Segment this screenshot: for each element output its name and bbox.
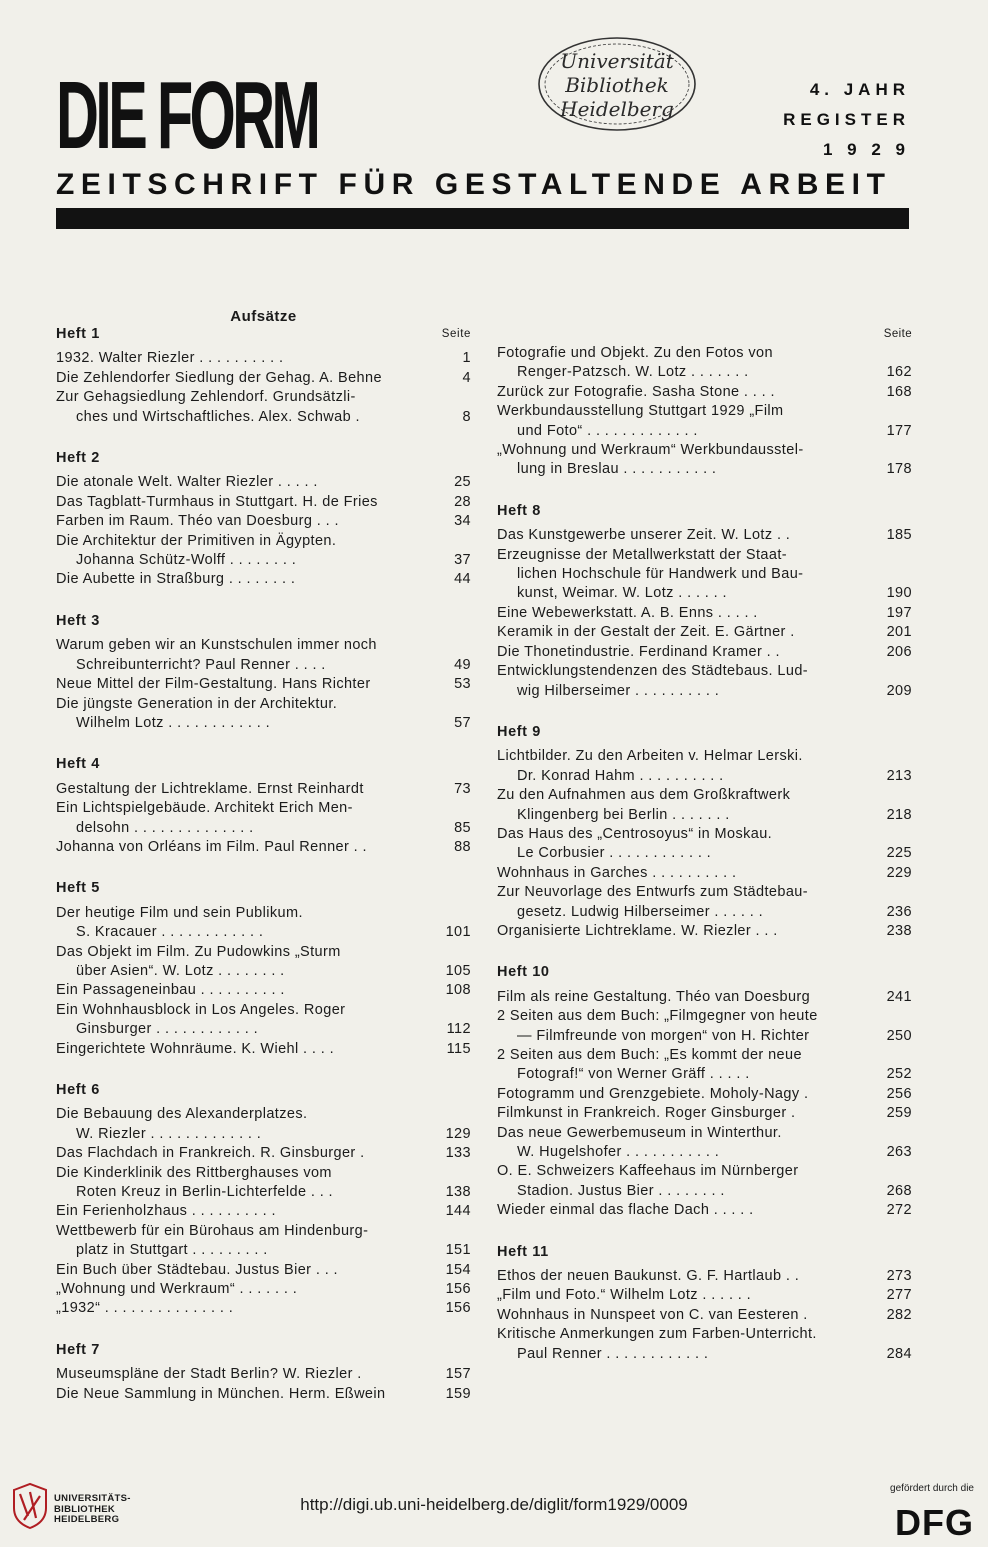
toc-entry-line: S. Kracauer . . . . . . . . . . . .: [76, 924, 264, 941]
toc-entry-line: Roten Kreuz in Berlin-Lichterfelde . . .: [76, 1184, 333, 1201]
toc-entry-title: [56, 904, 441, 943]
toc-entry-line: Ginsburger . . . . . . . . . . . .: [76, 1021, 259, 1038]
toc-entry-line: Paul Renner . . . . . . . . . . . .: [517, 1345, 709, 1362]
toc-entry-line: O. E. Schweizers Kaffeehaus im Nürnberger: [497, 1163, 799, 1180]
stamp-line2: Bibliothek: [565, 73, 669, 97]
toc-entry: [56, 1144, 471, 1163]
toc-entry-page: 53: [454, 676, 471, 693]
toc-entry-page: 129: [445, 1125, 471, 1142]
toc-entry: [56, 1280, 471, 1299]
toc-entry: [497, 1306, 912, 1325]
funding-note: gefördert durch die: [890, 1483, 974, 1494]
issue-heading: [56, 612, 471, 631]
toc-entry-line: Eine Webewerkstatt. A. B. Enns . . . . .: [497, 604, 758, 621]
toc-entry-title: [56, 1280, 441, 1299]
toc-entry: [497, 662, 912, 701]
section-title: Aufsätze: [230, 308, 297, 325]
toc-entry-line: Eingerichtete Wohnräume. K. Wiehl . . . .: [56, 1040, 335, 1057]
toc-entry: [497, 441, 912, 480]
toc-entry: [56, 1202, 471, 1221]
toc-entry-line: Kritische Anmerkungen zum Farben-Unterricht.: [497, 1326, 817, 1343]
toc-entry-page: 156: [445, 1300, 471, 1317]
toc-entry-line: Werkbundausstellung Stuttgart 1929 „Film: [497, 403, 784, 420]
toc-entry: [497, 383, 912, 402]
toc-entry-line: Die Aubette in Straßburg . . . . . . . .: [56, 571, 296, 588]
toc-entry-page: 108: [445, 982, 471, 999]
toc-entry-page: 218: [886, 806, 912, 823]
toc-entry: [56, 838, 471, 857]
toc-entry-page: 34: [454, 513, 471, 530]
toc-entry-title: [497, 604, 882, 623]
toc-entry: [497, 643, 912, 662]
toc-entry-title: [497, 1124, 882, 1163]
toc-entry-page: 177: [886, 422, 912, 439]
toc-entry-page: 250: [886, 1027, 912, 1044]
issue-heading: [497, 963, 912, 982]
issue-heading-label: Heft 10: [497, 964, 550, 981]
toc-entry-line: Lichtbilder. Zu den Arbeiten v. Helmar Lerski.: [497, 748, 803, 765]
toc-entry: [56, 493, 471, 512]
toc-entry: [56, 780, 471, 799]
page-column-label: Seite: [441, 328, 471, 340]
toc-entry-line: wig Hilberseimer . . . . . . . . . .: [517, 682, 720, 699]
issue-heading-label: Heft 1: [56, 326, 100, 342]
toc-entry: [56, 1261, 471, 1280]
toc-entry-line: Der heutige Film und sein Publikum.: [56, 904, 303, 921]
toc-entry-line: Die Thonetindustrie. Ferdinand Kramer . .: [497, 643, 780, 660]
toc-entry-line: Das neue Gewerbemuseum in Winterthur.: [497, 1124, 782, 1141]
toc-entry: [56, 532, 471, 571]
masthead: [56, 62, 477, 169]
toc-entry-page: 197: [886, 604, 912, 621]
toc-entry-line: Das Objekt im Film. Zu Pudowkins „Sturm: [56, 943, 341, 960]
toc-entry-title: [56, 695, 441, 734]
toc-entry-title: [56, 981, 441, 1000]
issue-heading-label: Heft 7: [56, 1341, 100, 1358]
library-stamp: [525, 30, 705, 138]
toc-entry-page: 85: [454, 819, 471, 836]
register-label: REGISTER: [783, 110, 910, 129]
toc-entry: [497, 623, 912, 642]
toc-entry-line: Renger-Patzsch. W. Lotz . . . . . . .: [517, 364, 749, 381]
toc-entry-line: „Wohnung und Werkraum“ Werkbundausstel-: [497, 442, 804, 459]
toc-entry-page: 185: [886, 527, 912, 544]
toc-entry-line: delsohn . . . . . . . . . . . . . .: [76, 819, 254, 836]
toc-entry-title: [497, 883, 882, 922]
toc-entry-line: Zurück zur Fotografie. Sasha Stone . . . .: [497, 383, 775, 400]
toc-entry-line: Erzeugnisse der Metallwerkstatt der Staat-: [497, 546, 787, 563]
toc-entry-title: [497, 1286, 882, 1305]
toc-entry-line: 1932. Walter Riezler . . . . . . . . . .: [56, 350, 284, 367]
toc-left-column: [56, 325, 471, 1404]
toc-entry-page: 209: [886, 682, 912, 699]
toc-entry-page: 105: [445, 962, 471, 979]
issue-heading-label: Heft 5: [56, 880, 100, 897]
toc-entry-page: 144: [445, 1203, 471, 1220]
toc-entry-title: [497, 1201, 882, 1220]
toc-entry: [56, 1040, 471, 1059]
toc-entry: [56, 570, 471, 589]
toc-entry-line: Zur Neuvorlage des Entwurfs zum Städtebau-: [497, 884, 808, 901]
toc-entry: [56, 388, 471, 427]
toc-entry-line: über Asien“. W. Lotz . . . . . . . .: [76, 962, 285, 979]
toc-entry-title: [497, 1267, 882, 1286]
toc-entry-line: Ein Passageneinbau . . . . . . . . . .: [56, 982, 285, 999]
toc-entry-line: „1932“ . . . . . . . . . . . . . . .: [56, 1300, 234, 1317]
toc-entry-title: [497, 1046, 882, 1085]
toc-entry-page: 229: [886, 864, 912, 881]
toc-entry-line: Die Neue Sammlung in München. Herm. Eßwein: [56, 1385, 386, 1402]
toc-entry-line: „Wohnung und Werkraum“ . . . . . . .: [56, 1281, 298, 1298]
toc-entry-title: [56, 1001, 441, 1040]
toc-entry-title: [56, 388, 441, 427]
toc-entry-page: 190: [886, 585, 912, 602]
toc-entry-title: [497, 1306, 882, 1325]
toc-entry-line: Ein Ferienholzhaus . . . . . . . . . .: [56, 1203, 276, 1220]
toc-entry-title: [56, 1164, 441, 1203]
toc-entry-line: Gestaltung der Lichtreklame. Ernst Reinhardt: [56, 780, 364, 797]
toc-entry-title: [497, 864, 882, 883]
toc-entry-page: 133: [445, 1145, 471, 1162]
toc-entry: [56, 981, 471, 1000]
toc-entry-page: 154: [445, 1261, 471, 1278]
toc-entry-page: 213: [886, 767, 912, 784]
toc-entry-page: 115: [446, 1040, 471, 1057]
toc-entry-title: [56, 1261, 441, 1280]
toc-entry: [56, 1164, 471, 1203]
toc-entry-page: 112: [446, 1021, 471, 1038]
toc-entry-line: Die Zehlendorfer Siedlung der Gehag. A. Behne: [56, 369, 382, 386]
toc-entry-line: lichen Hochschule für Handwerk und Bau-: [517, 566, 804, 583]
toc-entry-title: [56, 1299, 441, 1318]
toc-entry-title: [497, 441, 882, 480]
toc-entry-title: [56, 493, 441, 512]
toc-entry-line: und Foto“ . . . . . . . . . . . . .: [517, 422, 698, 439]
toc-entry-page: 201: [886, 624, 912, 641]
toc-entry-line: Fotograf!“ von Werner Gräff . . . . .: [517, 1066, 750, 1083]
toc-entry-page: 263: [886, 1144, 912, 1161]
toc-entry: [497, 883, 912, 922]
toc-entry-line: Die atonale Welt. Walter Riezler . . . . .: [56, 474, 318, 491]
toc-entry-page: 162: [886, 364, 912, 381]
year-of-publication: 4. JAHR: [809, 80, 910, 99]
toc-entry: [56, 1105, 471, 1144]
toc-entry-page: 4: [462, 369, 471, 386]
toc-entry-page: 25: [454, 474, 471, 491]
toc-entry-page: 282: [886, 1306, 912, 1323]
toc-entry-page: 156: [445, 1281, 471, 1298]
toc-entry-title: [56, 1385, 441, 1404]
toc-entry-title: [56, 570, 441, 589]
toc-entry-title: [56, 532, 441, 571]
toc-entry-line: 2 Seiten aus dem Buch: „Filmgegner von heute: [497, 1008, 818, 1025]
toc-entry: [497, 747, 912, 786]
toc-entry-line: Ein Lichtspielgebäude. Architekt Erich Men-: [56, 800, 353, 817]
toc-entry: [56, 349, 471, 368]
toc-entry-line: Das Flachdach in Frankreich. R. Ginsburger .: [56, 1145, 365, 1162]
toc-entry-line: Ein Wohnhausblock in Los Angeles. Roger: [56, 1001, 346, 1018]
toc-entry-page: 273: [886, 1268, 912, 1285]
toc-entry: [497, 1267, 912, 1286]
journal-subtitle: ZEITSCHRIFT FÜR GESTALTENDE ARBEIT: [56, 168, 892, 201]
header-rule: [56, 208, 909, 229]
issue-heading-label: Heft 8: [497, 502, 541, 519]
toc-entry-title: [497, 1325, 882, 1364]
toc-entry-line: kunst, Weimar. W. Lotz . . . . . .: [517, 585, 727, 602]
toc-entry-page: 44: [454, 571, 471, 588]
toc-entry-title: [497, 1104, 882, 1123]
toc-entry-line: Johanna Schütz-Wolff . . . . . . . .: [76, 552, 297, 569]
toc-entry-line: Fotografie und Objekt. Zu den Fotos von: [497, 345, 773, 361]
toc-entry-title: [497, 402, 882, 441]
toc-entry-line: ches und Wirtschaftliches. Alex. Schwab .: [76, 408, 360, 425]
dfg-logo: DFG: [895, 1502, 974, 1543]
toc-entry: [497, 546, 912, 604]
toc-entry: [56, 1365, 471, 1384]
toc-entry-page: 252: [886, 1066, 912, 1083]
toc-entry-title: [56, 1202, 441, 1221]
toc-entry-page: 206: [886, 643, 912, 660]
issue-heading: [56, 1341, 471, 1360]
toc-entry: [497, 864, 912, 883]
toc-entry-page: 178: [886, 461, 912, 478]
toc-entry-title: [56, 1144, 441, 1163]
toc-entry-title: [497, 383, 882, 402]
toc-entry: [497, 1007, 912, 1046]
issue-heading: [56, 449, 471, 468]
toc-entry: [497, 402, 912, 441]
toc-entry: [497, 1201, 912, 1220]
toc-entry-line: Klingenberg bei Berlin . . . . . . .: [517, 806, 730, 823]
toc-entry-line: — Filmfreunde von morgen“ von H. Richter: [517, 1027, 810, 1044]
toc-entry-title: [497, 643, 882, 662]
toc-entry: [497, 786, 912, 825]
toc-entry-title: [56, 675, 441, 694]
toc-entry-title: [497, 662, 882, 701]
toc-entry-title: [56, 1222, 441, 1261]
stamp-line3: Heidelberg: [560, 97, 674, 121]
toc-entry: [497, 1124, 912, 1163]
toc-entry: [497, 604, 912, 623]
toc-entry-page: 238: [886, 922, 912, 939]
toc-entry: [56, 675, 471, 694]
issue-heading-label: Heft 11: [497, 1243, 549, 1260]
toc-entry-page: 8: [462, 408, 471, 425]
toc-entry-title: [497, 922, 882, 941]
toc-entry-title: [497, 1162, 882, 1201]
toc-entry-title: [56, 369, 441, 388]
issue-heading-label: Heft 6: [56, 1082, 100, 1098]
toc-entry-page: 57: [454, 714, 471, 731]
toc-entry-line: Stadion. Justus Bier . . . . . . . .: [517, 1182, 725, 1199]
toc-entry-line: Ein Buch über Städtebau. Justus Bier . . .: [56, 1261, 338, 1278]
toc-entry: [497, 1104, 912, 1123]
toc-entry-line: Ethos der neuen Baukunst. G. F. Hartlaub . .: [497, 1268, 800, 1285]
toc-entry-line: W. Hugelshofer . . . . . . . . . . .: [517, 1144, 720, 1161]
toc-entry: [497, 825, 912, 864]
toc-entry-title: [497, 344, 882, 383]
toc-entry-line: Johanna von Orléans im Film. Paul Renner . .: [56, 838, 367, 855]
toc-entry-line: Zur Gehagsiedlung Zehlendorf. Grundsätzli-: [56, 389, 356, 406]
toc-entry-page: 138: [445, 1184, 471, 1201]
toc-entry-title: [497, 546, 882, 604]
toc-entry-line: Die jüngste Generation in der Architektur.: [56, 695, 338, 712]
toc-entry: [56, 1299, 471, 1318]
toc-entry-title: [497, 988, 882, 1007]
issue-info: [783, 75, 910, 165]
toc-entry-page: 236: [886, 903, 912, 920]
toc-entry-line: Die Kinderklinik des Rittberghauses vom: [56, 1164, 332, 1181]
toc-entry-line: platz in Stuttgart . . . . . . . . .: [76, 1242, 268, 1259]
toc-entry-line: Wilhelm Lotz . . . . . . . . . . . .: [76, 714, 271, 731]
toc-entry: [56, 1222, 471, 1261]
toc-entry-line: Film als reine Gestaltung. Théo van Doesburg: [497, 988, 811, 1005]
toc-entry-line: Die Bebauung des Alexanderplatzes.: [56, 1106, 308, 1123]
source-url[interactable]: http://digi.ub.uni-heidelberg.de/diglit/form1929/0009: [300, 1495, 688, 1514]
toc-entry-title: [497, 786, 882, 825]
toc-entry-page: 259: [886, 1105, 912, 1122]
toc-entry-line: Das Tagblatt-Turmhaus in Stuttgart. H. de Fries: [56, 493, 378, 510]
toc-entry-line: Zu den Aufnahmen aus dem Großkraftwerk: [497, 787, 791, 804]
toc-entry-title: [56, 1105, 441, 1144]
toc-entry-line: Fotogramm und Grenzgebiete. Moholy-Nagy .: [497, 1085, 809, 1102]
toc-entry-title: [56, 780, 441, 799]
toc-entry: [56, 473, 471, 492]
issue-heading-label: Heft 2: [56, 450, 100, 467]
toc-entry-title: [56, 799, 441, 838]
toc-entry: [56, 695, 471, 734]
toc-entry: [497, 526, 912, 545]
toc-entry-line: Das Haus des „Centrosoyus“ in Moskau.: [497, 825, 773, 842]
toc-entry-line: Farben im Raum. Théo van Doesburg . . .: [56, 513, 339, 530]
toc-entry-line: Wieder einmal das flache Dach . . . . .: [497, 1202, 754, 1219]
issue-heading: [497, 723, 912, 742]
toc-entry-page: 1: [462, 350, 471, 367]
toc-entry: [56, 1385, 471, 1404]
toc-entry-page: 101: [445, 924, 471, 941]
toc-entry: [497, 922, 912, 941]
toc-entry-line: Warum geben wir an Kunstschulen immer noch: [56, 637, 377, 654]
issue-heading: [56, 755, 471, 774]
toc-entry: [497, 988, 912, 1007]
toc-entry-title: [497, 1085, 882, 1104]
toc-entry: [497, 1085, 912, 1104]
toc-entry: [56, 1001, 471, 1040]
toc-entry-line: Entwicklungstendenzen des Städtebaus. Lud-: [497, 663, 809, 680]
toc-entry: [56, 799, 471, 838]
toc-entry-line: Le Corbusier . . . . . . . . . . . .: [517, 845, 712, 862]
stamp-line1: Universität: [560, 49, 674, 73]
toc-entry-line: Wohnhaus in Garches . . . . . . . . . .: [497, 864, 737, 881]
issue-heading: [56, 879, 471, 898]
toc-entry-page: 272: [886, 1202, 912, 1219]
toc-entry-line: Museumspläne der Stadt Berlin? W. Riezler .: [56, 1366, 362, 1383]
issue-heading: [56, 325, 471, 344]
toc-entry: [497, 1046, 912, 1085]
toc-entry-line: Organisierte Lichtreklame. W. Riezler . . .: [497, 922, 778, 939]
toc-entry-title: [56, 636, 441, 675]
year-label: 1 9 2 9: [823, 140, 910, 159]
toc-entry-line: gesetz. Ludwig Hilberseimer . . . . . .: [517, 903, 764, 920]
toc-entry-title: [56, 349, 441, 368]
toc-entry-page: 157: [445, 1366, 471, 1383]
issue-heading-label: Heft 4: [56, 756, 100, 773]
toc-entry: [497, 1286, 912, 1305]
page-column-label: Seite: [883, 328, 912, 340]
toc-entry: [56, 904, 471, 943]
toc-entry-line: Neue Mittel der Film-Gestaltung. Hans Richter: [56, 676, 371, 693]
toc-entry-title: [56, 1365, 441, 1384]
toc-entry-page: 151: [445, 1242, 471, 1259]
toc-right-column: [497, 325, 912, 1364]
toc-entry: [56, 943, 471, 982]
toc-entry-title: [56, 943, 441, 982]
toc-entry-title: [56, 1040, 441, 1059]
toc-entry-page: 268: [886, 1182, 912, 1199]
toc-entry-title: [56, 838, 441, 857]
toc-entry-title: [497, 1007, 882, 1046]
toc-entry-line: Schreibunterricht? Paul Renner . . . .: [76, 656, 326, 673]
toc-entry-line: Keramik in der Gestalt der Zeit. E. Gärtner .: [497, 624, 795, 641]
toc-entry-line: Dr. Konrad Hahm . . . . . . . . . .: [517, 767, 724, 784]
toc-entry-page: 159: [445, 1385, 471, 1402]
toc-entry-title: [56, 512, 441, 531]
toc-entry-title: [497, 747, 882, 786]
toc-entry-page: 256: [886, 1085, 912, 1102]
toc-entry-page: 28: [454, 493, 471, 510]
toc-entry-title: [497, 526, 882, 545]
toc-entry-page: 284: [886, 1345, 912, 1362]
toc-entry: [497, 1162, 912, 1201]
toc-entry: [56, 369, 471, 388]
toc-entry-page: 37: [454, 552, 471, 569]
toc-entry-title: [497, 623, 882, 642]
issue-heading: [56, 1081, 471, 1100]
issue-heading-label: Heft 9: [497, 723, 541, 740]
toc-entry: [497, 1325, 912, 1364]
toc-entry-line: Die Architektur der Primitiven in Ägypten.: [56, 532, 337, 549]
toc-entry: [56, 512, 471, 531]
library-name: UNIVERSITÄTS- BIBLIOTHEK HEIDELBERG: [54, 1493, 131, 1525]
toc-entry-line: W. Riezler . . . . . . . . . . . . .: [76, 1125, 262, 1142]
issue-heading: [497, 1243, 912, 1262]
toc-entry: [497, 344, 912, 383]
toc-entry-title: [497, 825, 882, 864]
toc-entry-line: lung in Breslau . . . . . . . . . . .: [517, 461, 717, 478]
toc-entry-line: Wohnhaus in Nunspeet von C. van Eesteren .: [497, 1306, 808, 1323]
toc-entry-line: 2 Seiten aus dem Buch: „Es kommt der neue: [497, 1047, 802, 1063]
toc-entry-page: 49: [454, 656, 471, 673]
toc-entry-page: 277: [886, 1287, 912, 1304]
toc-entry-page: 241: [886, 988, 912, 1005]
journal-logo: DIE FORM: [56, 62, 318, 169]
issue-heading: [497, 502, 912, 521]
toc-entry-line: Das Kunstgewerbe unserer Zeit. W. Lotz . .: [497, 527, 791, 544]
toc-entry-page: 168: [886, 383, 912, 400]
toc-entry-line: Filmkunst in Frankreich. Roger Ginsburger .: [497, 1105, 796, 1122]
toc-entry-page: 225: [886, 845, 912, 862]
toc-entry-line: „Film und Foto.“ Wilhelm Lotz . . . . . .: [497, 1287, 752, 1304]
toc-entry-page: 88: [454, 838, 471, 855]
issue-heading-label: Heft 3: [56, 612, 100, 629]
toc-entry: [56, 636, 471, 675]
toc-entry-title: [56, 473, 441, 492]
toc-entry-line: Wettbewerb für ein Bürohaus am Hindenburg-: [56, 1222, 369, 1239]
toc-entry-page: 73: [454, 780, 471, 797]
